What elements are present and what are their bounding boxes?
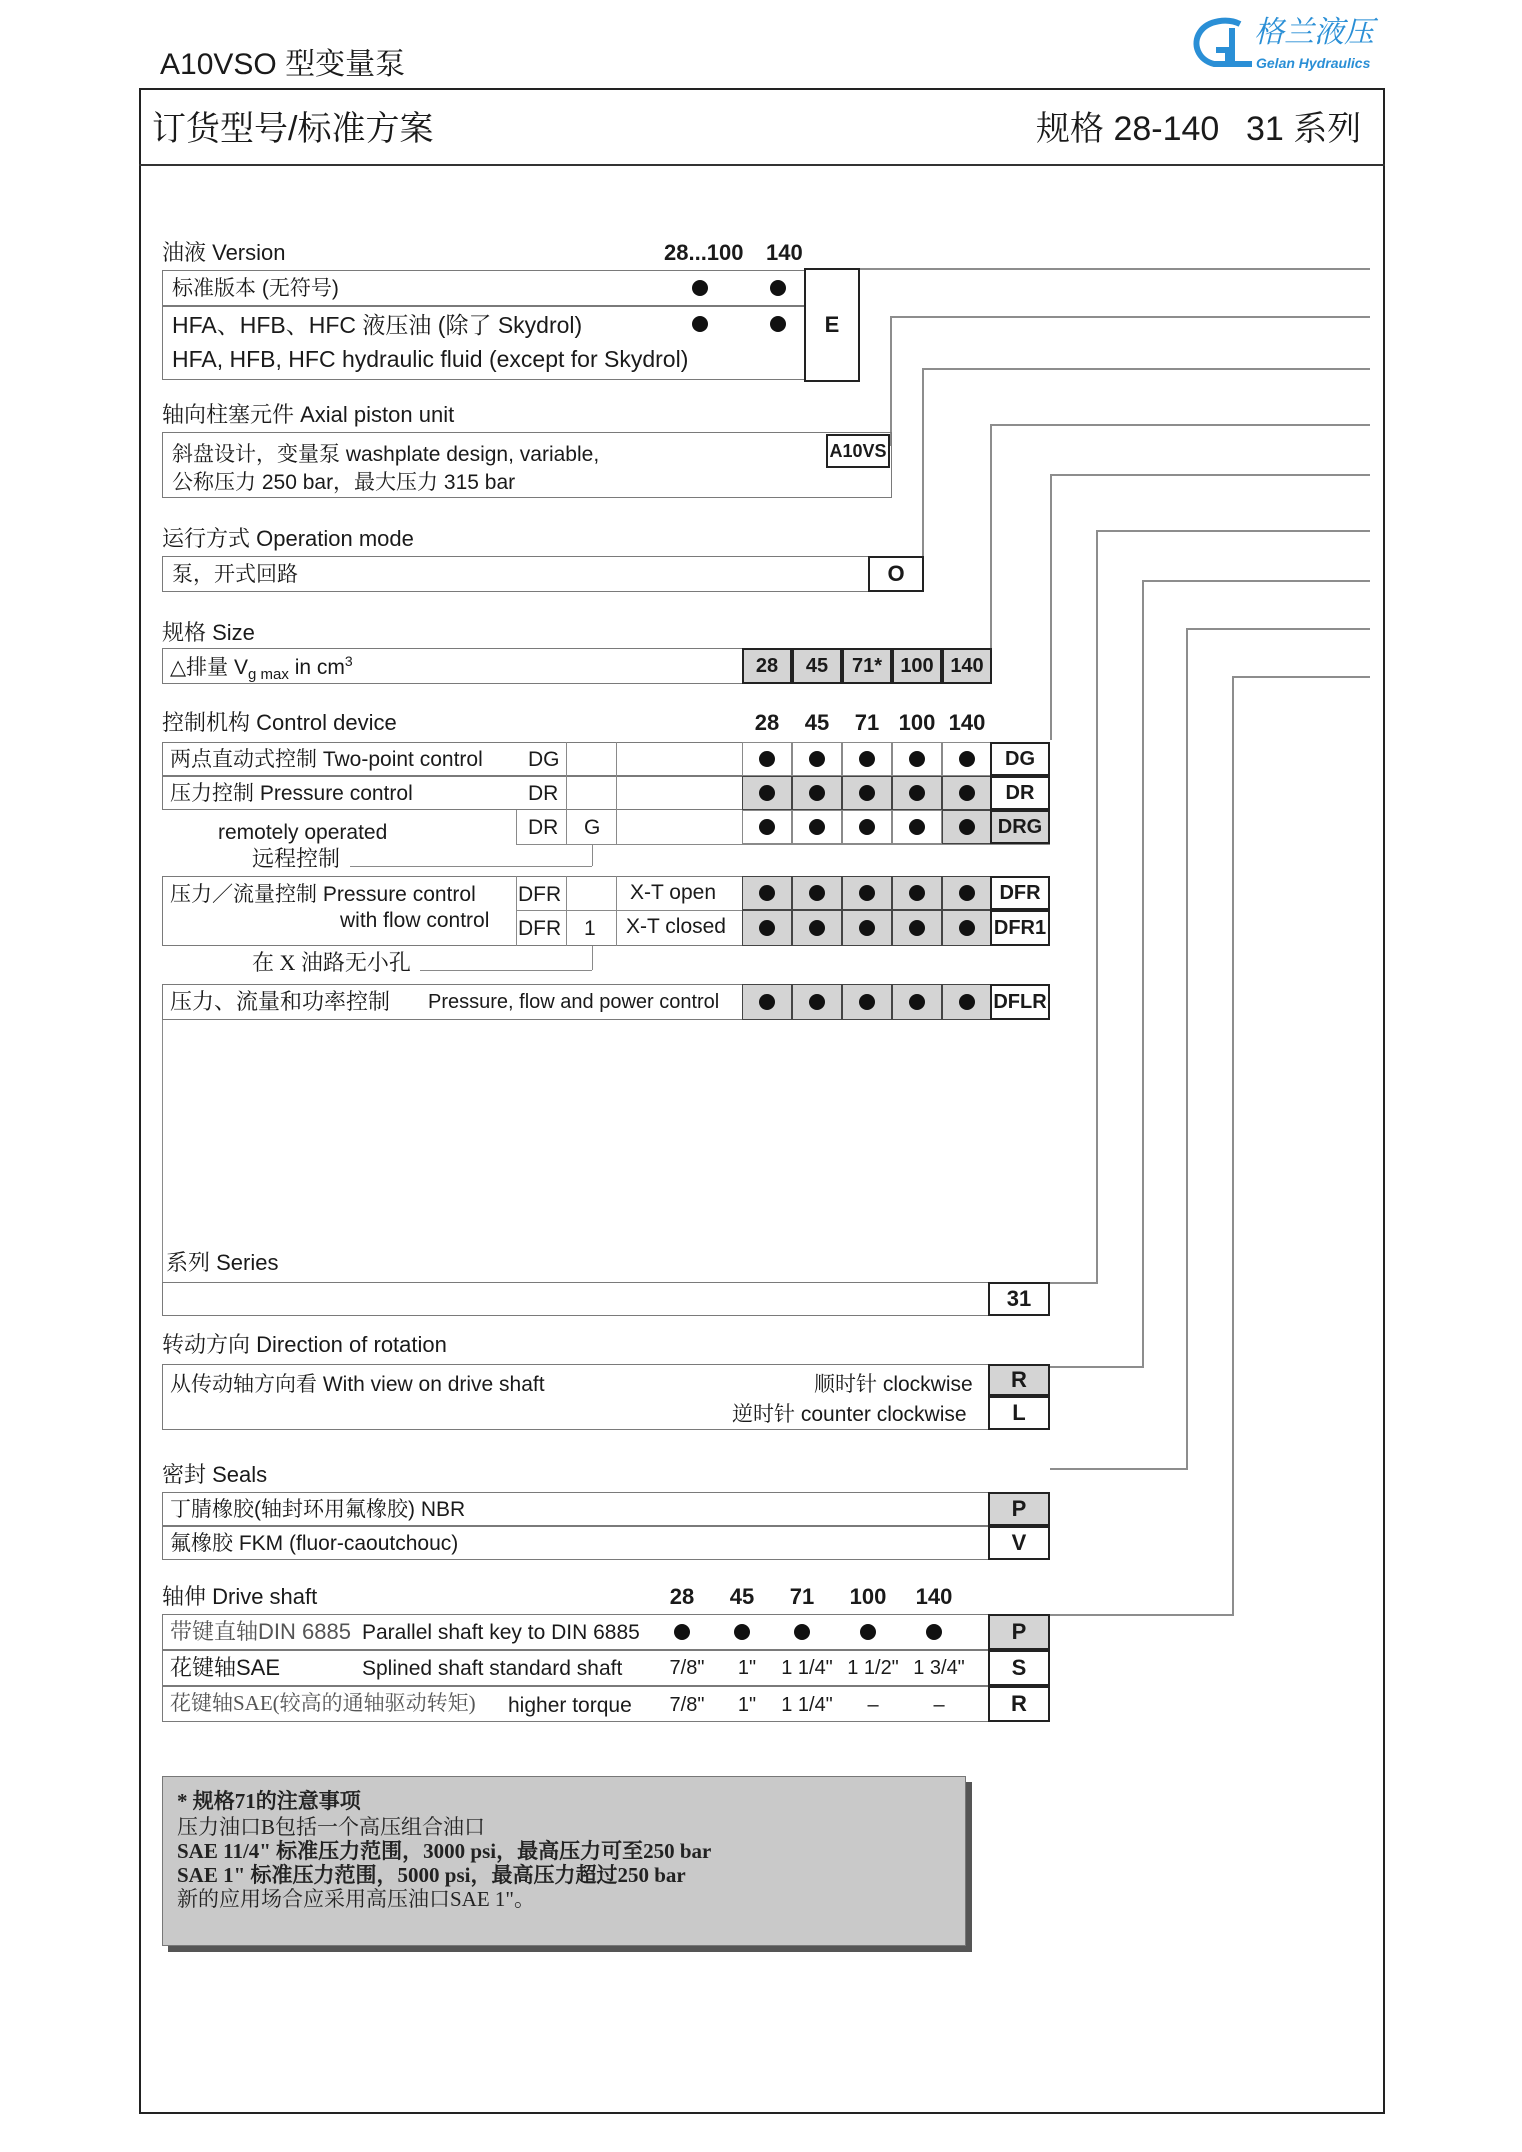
size-value-text: 28 [755,654,779,677]
note-line-5: 新的应用场合应采用高压油口SAE 1"。 [177,1887,535,1911]
operation-section-title: 运行方式 Operation mode [162,526,414,551]
dfr1-cells-dot-1 [759,920,775,936]
series-label: 31 系列 [1246,110,1362,148]
connector-operation-v [922,368,924,558]
rotation-row-label: 从传动轴方向看 With view on drive shaft [170,1373,545,1396]
shaft-r2-en: Splined shaft standard shaft [362,1657,623,1680]
seals-fkm-label: 氟橡胶 FKM (fluor-caoutchouc) [170,1532,459,1555]
axial-code: A10VS [829,440,887,461]
dflr-cells-dot-2 [809,994,825,1010]
size-value-text: 140 [950,654,984,677]
fluid-hfx-dot-a [692,316,708,332]
size-value-1 [742,648,792,684]
control-drg-left [516,810,517,844]
control-dg-abbr: DG [528,748,560,771]
shaft-col-header-1: 28 [669,1584,695,1609]
seals-nbr-code: P [1011,1496,1027,1521]
dfr1-cells-dot-5 [959,920,975,936]
fluid-col-header-b: 140 [766,240,803,265]
connector-series-link [1050,1282,1098,1284]
seals-nbr-label: 丁腈橡胶(轴封环用氟橡胶) NBR [170,1498,466,1521]
fluid-row-hfx-label-en: HFA, HFB, HFC hydraulic fluid (except for Skydrol) [172,346,689,372]
shaft-col-header-2: 45 [729,1584,755,1609]
connector-rotation-link [1050,1366,1144,1368]
connector-series [1096,530,1370,532]
shaft-r1-code-box [988,1614,1050,1650]
control-drg-callout-h [350,866,592,867]
shaft-r3-en: higher torque [508,1694,632,1717]
control-dg-sep1 [566,742,567,776]
size-value-text: 71* [851,654,883,677]
dfr1-cells-dot-2 [809,920,825,936]
drg-cells-dot-3 [859,819,875,835]
control-drg-code-box [990,810,1050,844]
note-line-2: 压力油口B包括一个高压组合油口 [177,1815,486,1839]
shaft-r2-code-box [988,1650,1050,1686]
note-line-1: * 规格71的注意事项 [177,1789,361,1813]
connector-shaft-link [1050,1614,1234,1616]
control-dfr-sep2 [616,876,617,946]
control-dfr-label2: with flow control [340,909,490,932]
dfr-cells-dot-2 [809,885,825,901]
control-dr-code-box [990,776,1050,810]
connector-seals-v [1186,628,1188,1468]
title-divider [139,164,1385,166]
size-value-text: 100 [900,654,934,677]
shaft-col-header-5: 140 [915,1584,953,1609]
company-logo [1188,14,1398,76]
control-col-header-5: 140 [948,710,986,735]
operation-code-box [868,556,924,592]
control-dflr-code-box [990,984,1050,1020]
document-title: A10VSO 型变量泵 [160,48,406,81]
connector-size-v [990,424,992,650]
connector-seals [1186,628,1370,630]
dflr-cells-dot-3 [859,994,875,1010]
dr-cells-dot-3 [859,785,875,801]
fluid-row-hfx-label-cn: HFA、HFB、HFC 液压油 (除了 Skydrol) [172,312,583,338]
size-value-4 [892,648,942,684]
dg-cells-dot-1 [759,751,775,767]
control-col-header-2: 45 [804,710,830,735]
rotation-cw-code: R [1011,1367,1027,1392]
control-dfr-sep1 [566,876,567,946]
size-value-5 [942,648,992,684]
control-dflr-label-en: Pressure, flow and power control [428,991,720,1013]
axial-section-title: 轴向柱塞元件 Axial piston unit [162,402,455,427]
control-area-left [162,1020,163,1290]
size-row-label: △排量 $V_{g max}$ in $cm^3$ [170,653,353,684]
control-col-header-1: 28 [754,710,780,735]
fluid-hfx-dot-b [770,316,786,332]
connector-axial-v [890,316,892,446]
fluid-code-box [804,268,860,382]
dflr-cells-dot-4 [909,994,925,1010]
shaft-r3-vals-4: – [867,1694,879,1716]
dfr-cells-dot-5 [959,885,975,901]
shaft-r3-code: R [1011,1691,1027,1716]
control-dg-code: DG [1005,747,1035,770]
control-dflr-label-cn: 压力、流量和功率控制 [170,989,391,1014]
logo-english-name: Gelan Hydraulics [1256,55,1371,71]
control-dfr-mode: X-T open [630,881,716,904]
connector-size [990,424,1370,426]
connector-fluid [858,268,1370,270]
shaft-r3-code-box [988,1686,1050,1722]
control-dr-abbr: DR [528,782,559,805]
control-drg-callout-v [592,844,593,866]
note-line-3: SAE 11/4" 标准压力范围，3000 psi，最高压力可至250 bar [177,1839,712,1863]
control-dfr1-callout-v [592,946,593,970]
connector-rotation-v [1142,580,1144,1366]
operation-row-label: 泵，开式回路 [172,563,298,586]
shaft-r3-vals-1: 7/8" [669,1694,705,1716]
control-drg-label: remotely operated [218,821,388,844]
dfr-cells-dot-4 [909,885,925,901]
seals-nbr-code-box [988,1492,1050,1526]
control-drg-cn: 远程控制 [252,846,341,871]
shaft-r1-cn: 带键直轴DIN 6885 [170,1619,351,1644]
shaft-r3-vals-5: – [933,1694,945,1716]
note-line-4: SAE 1" 标准压力范围，5000 psi，最高压力超过250 bar [177,1863,686,1887]
control-dfr-label: 压力／流量控制 Pressure control [170,883,476,906]
control-dfr1-abbr: DFR [518,917,562,940]
control-dfr1-callout-h [420,970,592,971]
control-dg-label: 两点直动式控制 Two-point control [170,748,483,771]
drg-cells-dot-1 [759,819,775,835]
rotation-section-title: 转动方向 Direction of rotation [162,1332,447,1357]
axial-code-box [826,434,890,468]
shaft-r2-cn: 花键轴SAE [170,1655,281,1680]
logo-mark-icon [1188,14,1258,76]
rotation-ccw-code-box [988,1396,1050,1430]
drg-cells-dot-4 [909,819,925,835]
control-dfr1-cn: 在 X 油路无小孔 [252,950,411,975]
fluid-standard-dot-a [692,280,708,296]
dr-cells-dot-2 [809,785,825,801]
seals-section-title: 密封 Seals [162,1462,268,1487]
fluid-standard-dot-b [770,280,786,296]
connector-shaft [1232,676,1370,678]
control-drg-g: G [584,816,601,839]
dg-cells-dot-4 [909,751,925,767]
connector-operation [922,368,1370,370]
page-title: 订货型号/标准方案 [152,110,434,148]
shaft-r2-vals-4: 1 1/2" [847,1657,899,1679]
shaft-r1-dot-4 [860,1624,876,1640]
shaft-r1-code: P [1011,1619,1027,1644]
control-dfr-left [516,876,517,946]
control-dfr-abbr: DFR [518,883,562,906]
shaft-r2-code: S [1011,1655,1027,1680]
rotation-cw-label: 顺时针 clockwise [814,1373,973,1396]
control-dr-code: DR [1005,781,1035,804]
fluid-col-header-a: 28...100 [664,240,744,265]
shaft-section-title: 轴伸 Drive shaft [162,1584,318,1609]
series-code-box [988,1282,1050,1316]
control-drg-sep2 [616,810,617,844]
control-drg-sep1 [566,810,567,844]
shaft-r3-vals-2: 1" [737,1694,757,1716]
control-dr-sep2 [616,776,617,810]
connector-rotation [1142,580,1370,582]
shaft-r2-vals-5: 1 3/4" [913,1657,965,1679]
control-col-header-3: 71 [854,710,880,735]
control-dflr-code: DFLR [993,990,1047,1013]
control-dfr-code-box [990,876,1050,910]
dg-cells-dot-3 [859,751,875,767]
shaft-r1-dot-5 [926,1624,942,1640]
shaft-r2-vals-1: 7/8" [669,1657,705,1679]
fluid-code: E [824,312,840,337]
shaft-r1-dot-3 [794,1624,810,1640]
shaft-r1-en: Parallel shaft key to DIN 6885 [362,1621,640,1644]
fluid-row-standard-label: 标准版本 (无符号) [172,277,339,300]
control-section-title: 控制机构 Control device [162,710,397,735]
control-dfr1-code: DFR1 [993,916,1047,939]
dfr1-cells-dot-3 [859,920,875,936]
connector-series-v [1096,530,1098,1282]
control-dfr-code: DFR [999,881,1041,904]
control-dfr1-mode: X-T closed [626,915,726,938]
control-dg-code-box [990,742,1050,776]
axial-line-1: 斜盘设计，变量泵 washplate design, variable, [172,443,600,466]
shaft-r1-dot-2 [734,1624,750,1640]
rotation-cw-code-box [988,1364,1050,1396]
dg-cells-dot-5 [959,751,975,767]
control-drg-bottom [516,844,1050,845]
seals-fkm-code: V [1011,1530,1027,1555]
size71-note [162,1776,966,1946]
connector-seals-link [1050,1468,1188,1470]
operation-code: O [887,561,905,586]
shaft-r1-dot-1 [674,1624,690,1640]
control-dfr1-num: 1 [584,917,596,940]
connector-control-v [1050,474,1052,740]
shaft-r3-vals-3: 1 1/4" [781,1694,833,1716]
shaft-col-header-3: 71 [789,1584,815,1609]
dfr-cells-dot-3 [859,885,875,901]
rotation-ccw-code: L [1012,1400,1026,1425]
series-section-title: 系列 Series [166,1250,279,1275]
rotation-ccw-label: 逆时针 counter clockwise [732,1403,967,1426]
control-drg-code: DRG [997,815,1043,838]
connector-axial [890,316,1370,318]
dflr-cells-dot-5 [959,994,975,1010]
control-drg-abbr: DR [528,816,559,839]
fluid-section-title: 油液 Version [162,240,286,265]
control-dg-sep2 [616,742,617,776]
dr-cells-dot-4 [909,785,925,801]
control-dr-label: 压力控制 Pressure control [170,782,413,805]
control-col-header-4: 100 [898,710,936,735]
series-code: 31 [1006,1286,1032,1311]
dfr-cells-dot-1 [759,885,775,901]
drg-cells-dot-2 [809,819,825,835]
dg-cells-dot-2 [809,751,825,767]
seals-fkm-code-box [988,1526,1050,1560]
shaft-col-header-4: 100 [849,1584,887,1609]
dr-cells-dot-5 [959,785,975,801]
dr-cells-dot-1 [759,785,775,801]
shaft-r2-vals-3: 1 1/4" [781,1657,833,1679]
control-dfr1-code-box [990,910,1050,946]
size-section-title: 规格 Size [162,620,255,645]
size-value-3 [842,648,892,684]
shaft-r3-cn: 花键轴SAE(较高的通轴驱动转矩) [170,1691,476,1715]
axial-line-2: 公称压力 250 bar，最大压力 315 bar [172,471,516,494]
drg-cells-dot-5 [959,819,975,835]
size-value-text: 45 [805,654,829,677]
series-row [162,1282,1050,1316]
logo-chinese-name: 格兰液压 [1254,16,1374,49]
control-dr-sep1 [566,776,567,810]
dflr-cells-dot-1 [759,994,775,1010]
spec-range: 规格 28-140 [1036,110,1220,148]
dfr1-cells-dot-4 [909,920,925,936]
size-value-2 [792,648,842,684]
shaft-r2-vals-2: 1" [737,1657,757,1679]
connector-shaft-v [1232,676,1234,1614]
connector-control [1050,474,1370,476]
